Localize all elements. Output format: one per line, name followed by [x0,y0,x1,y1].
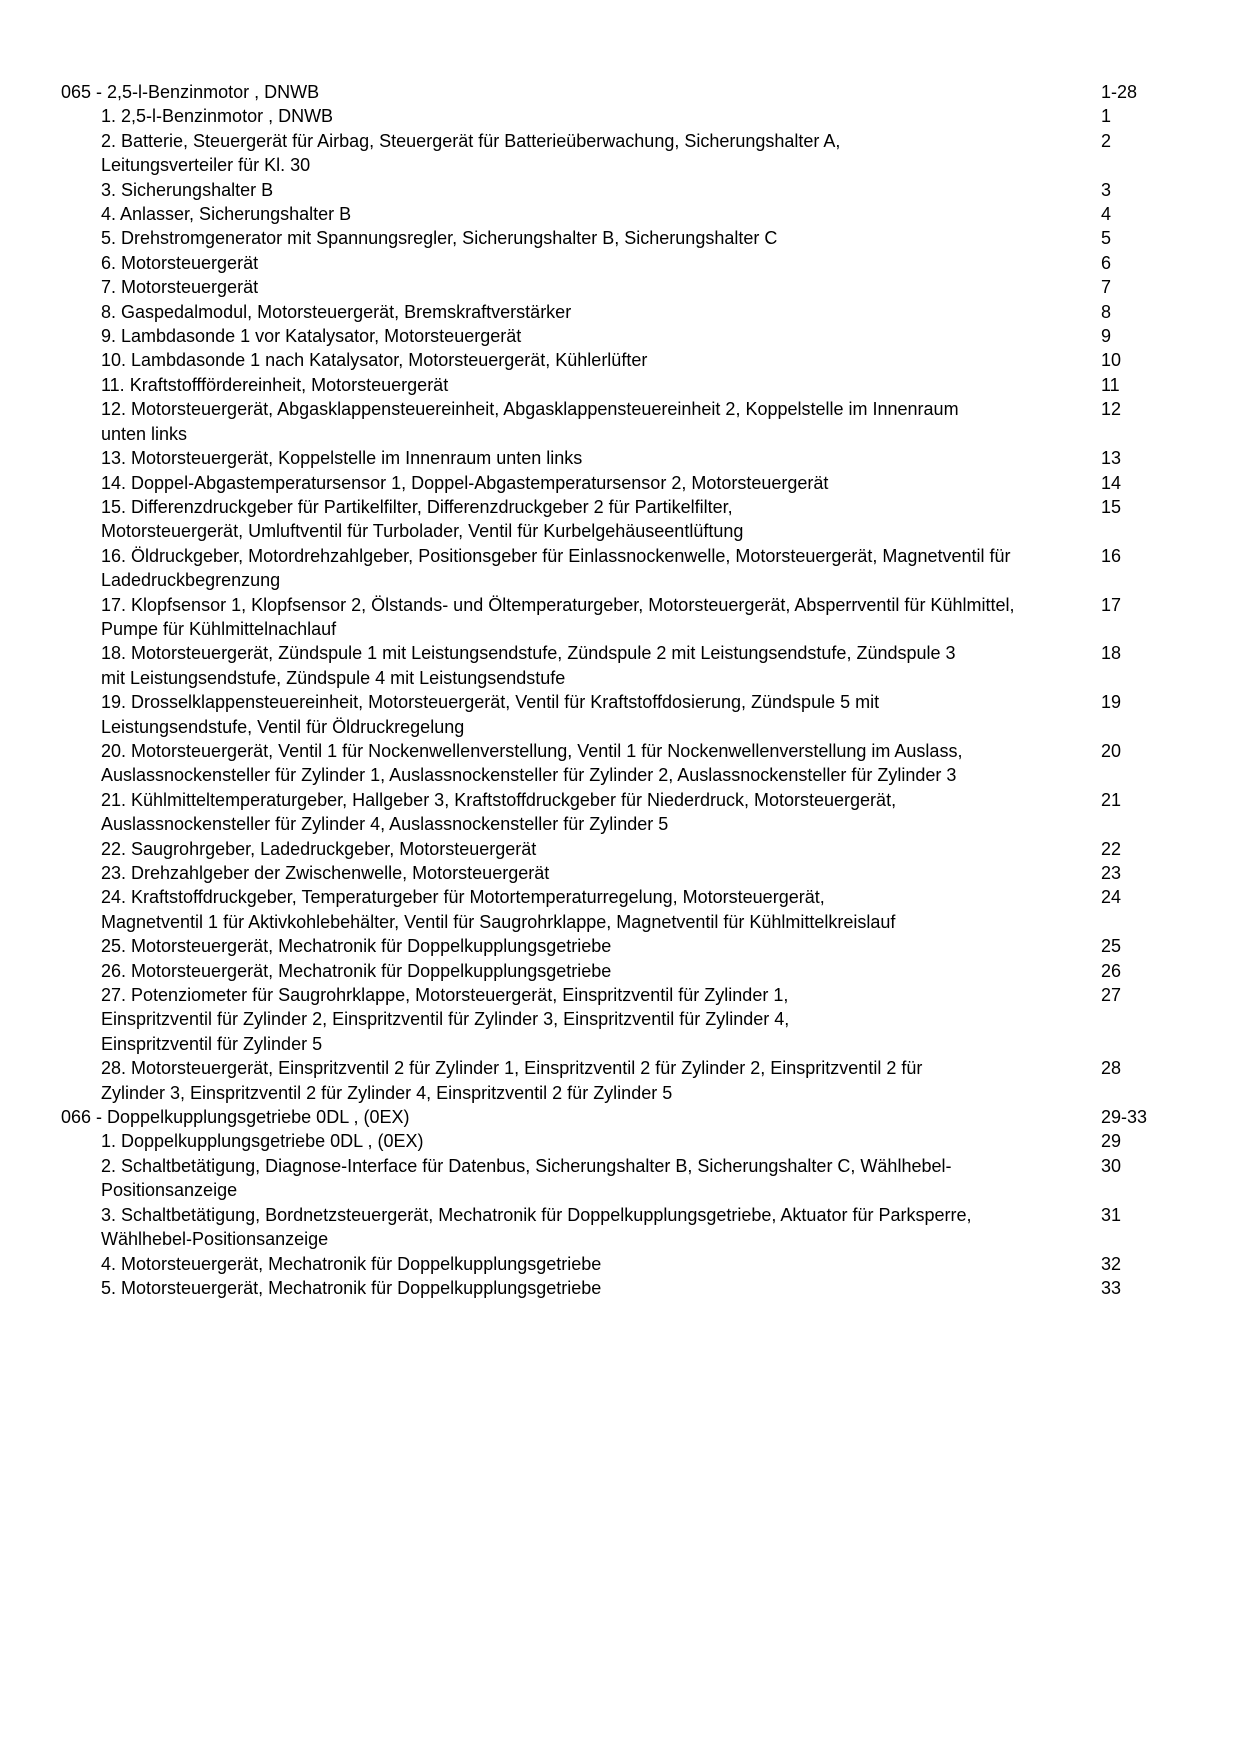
toc-entry [61,1252,1171,1276]
toc-entry [61,300,1171,324]
entry-text: 23. Drehzahlgeber der Zwischenwelle, Motorsteuergerät [101,863,550,883]
entry-text: 28. Motorsteuergerät, Einspritzventil 2 für Zylinder 1, Einspritzventil 2 für Zylinder 2, Einspritzventil 2 für Zylinder 3, Einspritzventil 2 für Zylinder 4, Einspritzventil 2 für Zylinder 5 [101,1058,923,1103]
entry-text: 19. Drosselklappensteuereinheit, Motorsteuergerät, Ventil für Kraftstoffdosierung, Zündspule 5 mit Leistungsendstufe, Ventil für Öldruckregelung [101,692,880,737]
entry-page: 5 [1101,228,1112,249]
toc-entry [61,251,1171,275]
entry-text: 18. Motorsteuergerät, Zündspule 1 mit Leistungsendstufe, Zündspule 2 mit Leistungsendstufe, Zündspule 3 mit Leistungsendstufe, Zündspule 4 mit Leistungsendstufe [101,643,956,688]
entry-page: 29 [1101,1131,1122,1152]
toc-entry [61,397,1171,446]
entry-text: 6. Motorsteuergerät [101,252,259,273]
toc-entry [61,544,1171,593]
entry-page: 15 [1101,496,1122,517]
entry-text: 24. Kraftstoffdruckgeber, Temperaturgeber für Motortemperaturregelung, Motorsteuergerät, Magnetventil 1 für Aktivkohlebehälter, Ventil für Saugrohrklappe, Magnetventil für Kühlmittelkreislauf [101,887,896,932]
entry-page: 26 [1101,960,1122,981]
entry-text: 27. Potenziometer für Saugrohrklappe, Motorsteuergerät, Einspritzventil für Zylinder 1, Einspritzventil für Zylinder 2, Einspritzventil für Zylinder 3, Einspritzventil für Zylinder 4, Einspritzventil für Zylinder 5 [101,985,790,1054]
toc-entry [61,178,1171,202]
entry-page: 11 [1101,374,1120,395]
toc-entry [61,373,1171,397]
entry-text: 11. Kraftstofffördereinheit, Motorsteuergerät [101,374,449,395]
entry-text: 1. 2,5-l-Benzinmotor , DNWB [101,106,334,127]
entry-page: 25 [1101,936,1122,957]
entry-page: 28 [1101,1058,1122,1079]
toc-entry [61,983,1171,1056]
toc-entry [61,202,1171,226]
entry-page: 10 [1101,350,1122,371]
entry-text: 10. Lambdasonde 1 nach Katalysator, Motorsteuergerät, Kühlerlüfter [101,350,648,371]
toc-entry [61,934,1171,958]
entry-page: 8 [1101,301,1112,322]
entry-page: 18 [1101,643,1122,664]
section-title: 065 - 2,5-l-Benzinmotor , DNWB [61,82,320,102]
entry-page: 19 [1101,692,1122,713]
entry-text: 13. Motorsteuergerät, Koppelstelle im Innenraum unten links [101,448,583,469]
toc-entry [61,104,1171,128]
toc-entry [61,788,1171,837]
toc-entry [61,1056,1171,1105]
entry-page: 3 [1101,179,1112,200]
toc-entry [61,275,1171,299]
entry-text: 21. Kühlmitteltemperaturgeber, Hallgeber 3, Kraftstoffdruckgeber für Niederdruck, Motorsteuergerät, Auslassnockensteller für Zylinder 4, Auslassnockensteller für Zylinder 5 [101,789,897,835]
entry-text: 3. Sicherungshalter B [101,179,274,200]
entry-text: 15. Differenzdruckgeber für Partikelfilter, Differenzdruckgeber 2 für Partikelfilter, Motorsteuergerät, Umluftventil für Turbolader, Ventil für Kurbelgehäuseentlüftung [101,496,744,542]
toc-entry [61,1276,1171,1300]
entry-text: 7. Motorsteuergerät [101,277,259,298]
entry-text: 17. Klopfsensor 1, Klopfsensor 2, Ölstands- und Öltemperaturgeber, Motorsteuergerät, Absperrventil für Kühlmittel, Pumpe für Kühlmittelnachlauf [101,594,1015,639]
entry-text: 16. Öldruckgeber, Motordrehzahlgeber, Positionsgeber für Einlassnockenwelle, Motorsteuergerät, Magnetventil für Ladedruckbegrenzung [101,545,1011,591]
toc-entry [61,959,1171,983]
toc-entry [61,471,1171,495]
entry-page: 2 [1101,130,1112,151]
toc-section-heading [61,1105,1171,1129]
toc-entry [61,446,1171,470]
toc-entry [61,837,1171,861]
entry-text: 25. Motorsteuergerät, Mechatronik für Doppelkupplungsgetriebe [101,936,612,957]
toc-entry [61,324,1171,348]
toc-entry [61,641,1171,690]
entry-page: 22 [1101,838,1122,859]
entry-page: 32 [1101,1253,1122,1274]
entry-text: 9. Lambdasonde 1 vor Katalysator, Motorsteuergerät [101,326,522,347]
entry-page: 14 [1101,472,1122,493]
entry-page: 21 [1101,789,1122,810]
entry-page: 27 [1101,985,1122,1006]
entry-page: 12 [1101,399,1122,420]
entry-page: 9 [1101,326,1112,347]
toc-entry [61,739,1171,788]
entry-page: 30 [1101,1155,1122,1176]
entry-text: 3. Schaltbetätigung, Bordnetzsteuergerät, Mechatronik für Doppelkupplungsgetriebe, Aktuator für Parksperre, Wählhebel-Positionsanzeige [101,1204,972,1250]
table-of-contents [61,80,1171,1300]
toc-entry [61,1129,1171,1153]
entry-text: 14. Doppel-Abgastemperatursensor 1, Doppel-Abgastemperatursensor 2, Motorsteuergerät [101,472,829,493]
toc-entry [61,885,1171,934]
entry-page: 33 [1101,1277,1122,1298]
section-page-range: 1-28 [1101,82,1138,102]
toc-entry [61,593,1171,642]
toc-entry [61,861,1171,885]
toc-entry [61,226,1171,250]
entry-text: 22. Saugrohrgeber, Ladedruckgeber, Motorsteuergerät [101,838,537,859]
toc-entry [61,1203,1171,1252]
entry-text: 4. Anlasser, Sicherungshalter B [101,204,352,225]
entry-text: 4. Motorsteuergerät, Mechatronik für Doppelkupplungsgetriebe [101,1253,602,1274]
entry-text: 12. Motorsteuergerät, Abgasklappensteuereinheit, Abgasklappensteuereinheit 2, Koppelstelle im Innenraum unten links [101,399,959,444]
entry-text: 26. Motorsteuergerät, Mechatronik für Doppelkupplungsgetriebe [101,960,612,981]
toc-entry [61,348,1171,372]
toc-section-heading [61,80,1171,104]
entry-page: 13 [1101,448,1122,469]
entry-page: 24 [1101,887,1122,908]
entry-text: 8. Gaspedalmodul, Motorsteuergerät, Bremskraftverstärker [101,301,572,322]
toc-entry [61,495,1171,544]
entry-text: 2. Schaltbetätigung, Diagnose-Interface für Datenbus, Sicherungshalter B, Sicherungshalter C, Wählhebel-Positionsanzeige [101,1155,952,1201]
section-title: 066 - Doppelkupplungsgetriebe 0DL , (0EX) [61,1107,410,1128]
entry-text: 5. Drehstromgenerator mit Spannungsregler, Sicherungshalter B, Sicherungshalter C [101,228,778,249]
entry-page: 6 [1101,252,1112,273]
entry-page: 23 [1101,863,1122,883]
entry-text: 1. Doppelkupplungsgetriebe 0DL , (0EX) [101,1131,424,1152]
entry-page: 1 [1101,106,1112,127]
toc-entry [61,129,1171,178]
entry-text: 20. Motorsteuergerät, Ventil 1 für Nockenwellenverstellung, Ventil 1 für Nockenwellenverstellung im Auslass, Auslassnockensteller für Zylinder 1, Auslassnockensteller für Zylinder 2, Auslassnockensteller für Zylinder 3 [101,740,963,786]
entry-text: 2. Batterie, Steuergerät für Airbag, Steuergerät für Batterieüberwachung, Sicherungshalter A, Leitungsverteiler für Kl. 30 [101,130,841,176]
toc-entry [61,1154,1171,1203]
entry-page: 31 [1101,1204,1122,1225]
entry-page: 4 [1101,204,1112,225]
entry-page: 16 [1101,545,1122,566]
entry-page: 7 [1101,277,1112,298]
entry-page: 17 [1101,594,1122,615]
entry-page: 20 [1101,740,1122,761]
entry-text: 5. Motorsteuergerät, Mechatronik für Doppelkupplungsgetriebe [101,1277,602,1298]
toc-entry [61,690,1171,739]
section-page-range: 29-33 [1101,1107,1148,1128]
